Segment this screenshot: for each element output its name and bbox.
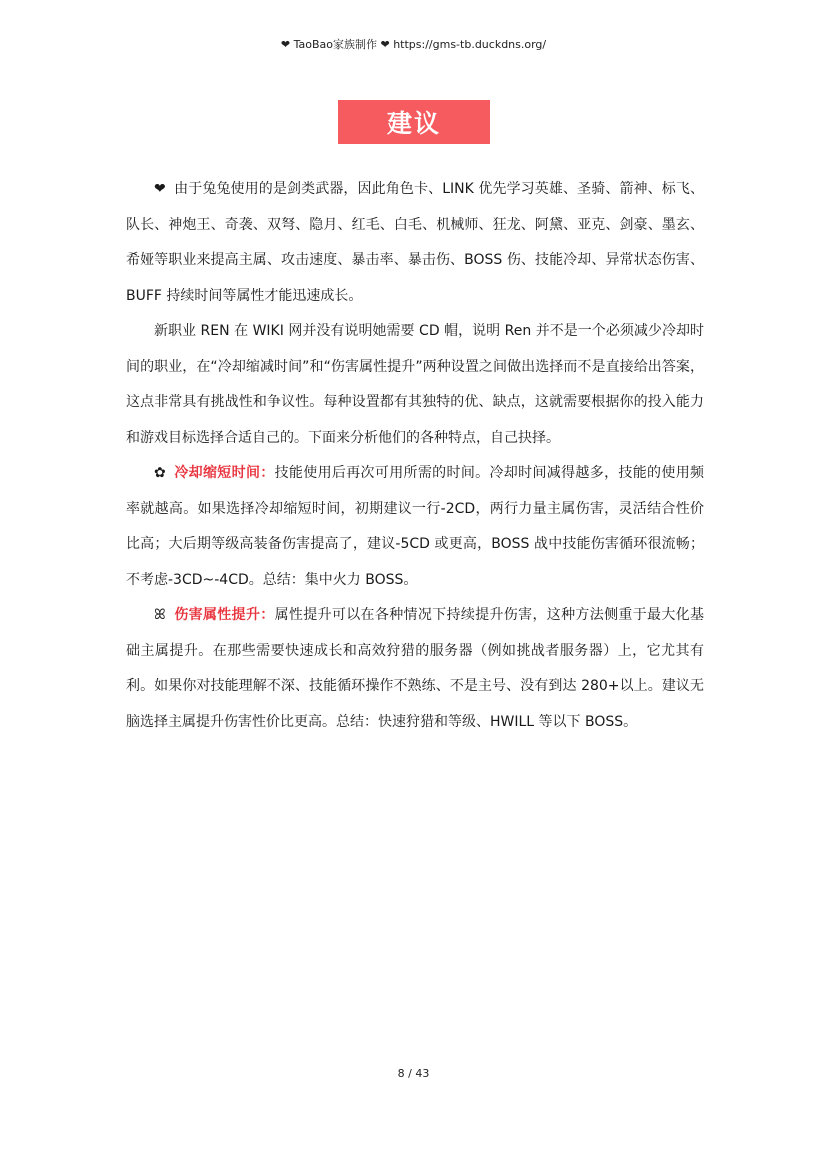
heart-icon: ❤ — [280, 38, 291, 51]
paragraph-damage — [126, 598, 704, 740]
heart-bullet-icon: ❤ — [154, 181, 166, 197]
knot-bullet-icon: ꕤ — [154, 607, 166, 623]
paragraph-text: 技能使用后再次可用所需的时间。冷却时间减得越多，技能的使用频率就越高。如果选择冷却缩短时间，初期建议一行-2CD，两行力量主属伤害，灵活结合性价比高；大后期等级高装备伤害提高了，建议-5CD 或更高，BOSS 战中技能伤害循环很流畅；不考虑-3CD~-4CD。总结：集中火力 BOSS。 — [126, 465, 705, 588]
paragraph-ren — [126, 314, 704, 456]
paragraph-text: 由于兔兔使用的是剑类武器，因此角色卡、LINK 优先学习英雄、圣骑、箭神、标飞、队长、神炮王、奇袭、双弩、隐月、红毛、白毛、机械师、狂龙、阿黛、亚克、剑豪、墨玄、希娅等职业来提高主属、攻击速度、暴击率、暴击伤、BOSS 伤、技能冷却、异常状态伤害、BUFF 持续时间等属性才能迅速成长。 — [126, 181, 704, 304]
heart-icon: ❤ — [380, 38, 390, 51]
paragraph-cooldown — [126, 456, 704, 598]
page-separator: / — [408, 1067, 412, 1080]
document-body — [126, 172, 704, 740]
page-header — [0, 36, 827, 52]
paragraph-text: 新职业 REN 在 WIKI 网并没有说明她需要 CD 帽，说明 Ren 并不是一个必须减少冷却时间的职业，在“冷却缩减时间”和“伤害属性提升”两种设置之间做出选择而不是直接给出答案，这点非常具有挑战性和争议性。每种设置都有其独特的优、缺点，这就需要根据你的投入能力和游戏目标选择合适自己的。下面来分析他们的各种特点，自己抉择。 — [126, 323, 704, 446]
total-pages: 43 — [415, 1067, 430, 1080]
paragraph-intro — [126, 172, 704, 314]
damage-label: 伤害属性提升： — [174, 607, 275, 623]
section-title: 建议 — [338, 100, 490, 144]
paragraph-text: 属性提升可以在各种情况下持续提升伤害，这种方法侧重于最大化基础主属提升。在那些需要快速成长和高效狩猎的服务器（例如挑战者服务器）上，它尤其有利。如果你对技能理解不深、技能循环操作不熟练、不是主号、没有到达 280+以上。建议无脑选择主属提升伤害性价比更高。总结：快速狩猎和等级、HWILL 等以下 BOSS。 — [126, 607, 705, 730]
current-page: 8 — [397, 1067, 405, 1080]
cooldown-label: 冷却缩短时间： — [174, 465, 275, 481]
page-number — [0, 1067, 827, 1080]
header-text: TaoBao家族制作 — [293, 38, 377, 51]
flower-bullet-icon: ✿ — [154, 465, 166, 481]
header-url[interactable]: https://gms-tb.duckdns.org/ — [393, 38, 547, 51]
